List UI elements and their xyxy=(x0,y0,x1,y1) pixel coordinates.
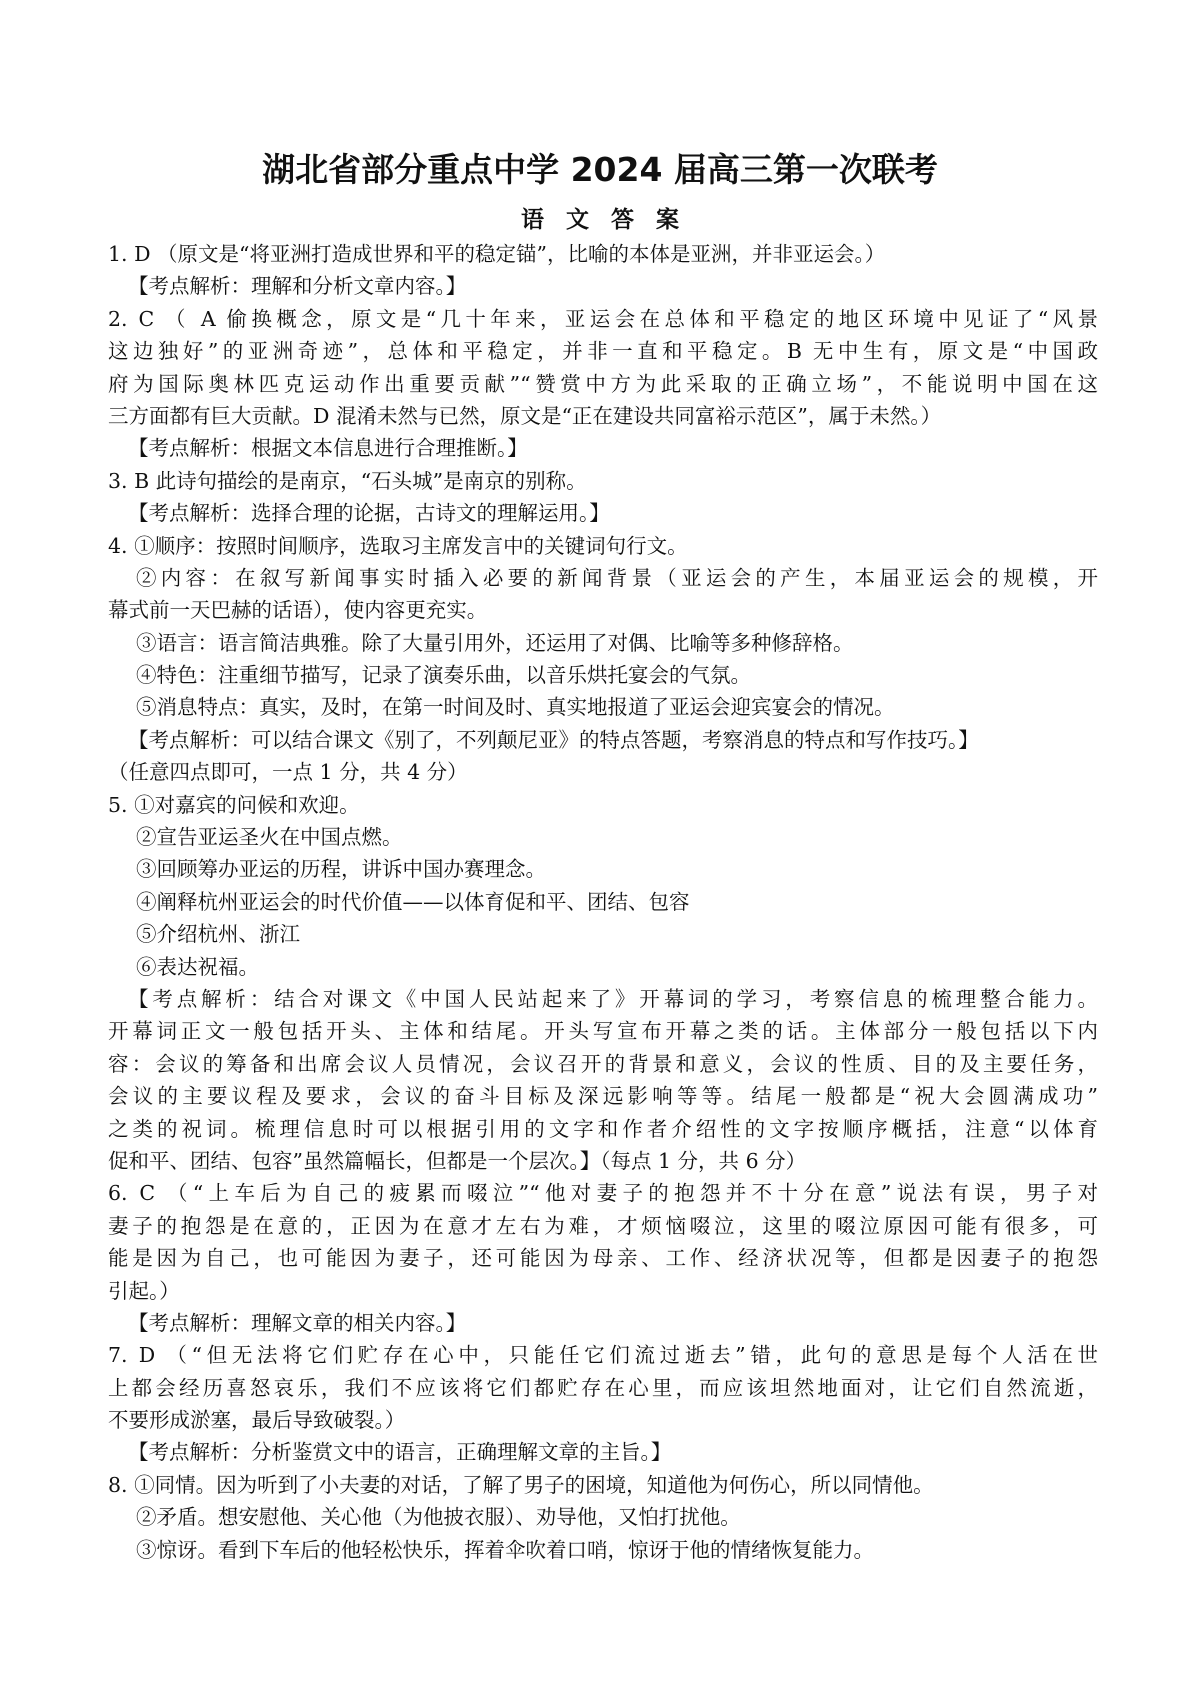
q2-answer-line: 府为国际奥林匹克运动作出重要贡献”“赞赏中方为此采取的正确立场”，不能说明中国在这 xyxy=(108,371,1098,396)
q4-point: ⑤消息特点：真实，及时，在第一时间及时、真实地报道了亚运会迎宾宴会的情况。 xyxy=(136,695,895,720)
q4-point: ③语言：语言简洁典雅。除了大量引用外，还运用了对偶、比喻等多种修辞格。 xyxy=(136,630,854,655)
q1-analysis: 【考点解析：理解和分析文章内容。】 xyxy=(128,274,467,299)
q6-answer-line: 6. C （“上车后为自己的疲累而啜泣”“他对妻子的抱怨并不十分在意”说法有误，男子对 xyxy=(108,1181,1098,1206)
q2-answer-line: 三方面都有巨大贡献。D 混淆未然与已然，原文是“正在建设共同富裕示范区”，属于未然。） xyxy=(108,403,942,428)
q4-point-continued: 幕式前一天巴赫的话语），使内容更充实。 xyxy=(108,598,488,623)
q5-analysis-line: 开幕词正文一般包括开头、主体和结尾。开头写宣布开幕之类的话。主体部分一般包括以下内 xyxy=(108,1019,1098,1044)
q5-point: ⑥表达祝福。 xyxy=(136,954,259,979)
q6-analysis: 【考点解析：理解文章的相关内容。】 xyxy=(128,1310,467,1335)
q5-point: ②宣告亚运圣火在中国点燃。 xyxy=(136,825,403,850)
q2-answer-line: 2. C （ A 偷换概念，原文是“几十年来，亚运会在总体和平稳定的地区环境中见证了“风景 xyxy=(108,306,1098,331)
q5-point: ⑤介绍杭州、浙江 xyxy=(136,922,300,947)
q6-answer-line: 妻子的抱怨是在意的，正因为在意才左右为难，才烦恼啜泣，这里的啜泣原因可能有很多，可 xyxy=(108,1213,1098,1238)
q4-analysis: 【考点解析：可以结合课文《别了，不列颠尼亚》的特点答题，考察消息的特点和写作技巧。】 xyxy=(128,727,979,752)
q5-analysis-line: 之类的祝词。梳理信息时可以根据引用的文字和作者介绍性的文字按顺序概括，注意“以体育 xyxy=(108,1116,1098,1141)
q5-analysis-line: 会议的主要议程及要求，会议的奋斗目标及深远影响等等。结尾一般都是“祝大会圆满成功” xyxy=(108,1084,1098,1109)
answer-content xyxy=(108,238,1098,1566)
q1-answer: 1. D （原文是“将亚洲打造成世界和平的稳定锚”，比喻的本体是亚洲，并非亚运会。） xyxy=(108,242,886,266)
q3-answer: 3. B 此诗句描绘的是南京，“石头城”是南京的别称。 xyxy=(108,468,587,493)
q8-point: 8. ①同情。因为听到了小夫妻的对话，了解了男子的困境，知道他为何伤心，所以同情他。 xyxy=(108,1472,934,1497)
q2-analysis: 【考点解析：根据文本信息进行合理推断。】 xyxy=(128,436,528,461)
q4-point: ④特色：注重细节描写，记录了演奏乐曲，以音乐烘托宴会的气氛。 xyxy=(136,663,751,688)
q7-answer-line: 不要形成淤塞，最后导致破裂。） xyxy=(108,1408,406,1433)
q7-analysis: 【考点解析：分析鉴赏文中的语言，正确理解文章的主旨。】 xyxy=(128,1440,672,1465)
q4-point: ②内容：在叙写新闻事实时插入必要的新闻背景（亚运会的产生，本届亚运会的规模，开 xyxy=(136,565,1098,590)
q4-point: 4. ①顺序：按照时间顺序，选取习主席发言中的关键词句行文。 xyxy=(108,533,688,558)
q5-analysis-line: 容：会议的筹备和出席会议人员情况，会议召开的背景和意义，会议的性质、目的及主要任务， xyxy=(108,1051,1098,1076)
document-subtitle: 语文答案 xyxy=(521,207,701,233)
q6-answer-line: 能是因为自己，也可能因为妻子，还可能因为母亲、工作、经济状况等，但都是因妻子的抱怨 xyxy=(108,1246,1098,1271)
q5-analysis-line: 【考点解析：结合对课文《中国人民站起来了》开幕词的学习，考察信息的梳理整合能力。 xyxy=(128,986,1098,1011)
q2-answer-line: 这边独好”的亚洲奇迹”，总体和平稳定，并非一直和平稳定。B 无中生有，原文是“中国政 xyxy=(108,339,1098,364)
q8-point: ③惊讶。看到下车后的他轻松快乐，挥着伞吹着口哨，惊讶于他的情绪恢复能力。 xyxy=(136,1537,874,1562)
q7-answer-line: 7. D （“但无法将它们贮存在心中，只能任它们流过逝去”错，此句的意思是每个人活在世 xyxy=(108,1343,1098,1368)
q4-score-note: （任意四点即可，一点 1 分，共 4 分） xyxy=(108,760,468,785)
q7-answer-line: 上都会经历喜怒哀乐，我们不应该将它们都贮存在心里，而应该坦然地面对，让它们自然流逝， xyxy=(108,1375,1098,1400)
q5-point: ④阐释杭州亚运会的时代价值——以体育促和平、团结、包容 xyxy=(136,889,690,914)
document-title: 湖北省部分重点中学 2024 届高三第一次联考 xyxy=(262,150,938,189)
q5-analysis-line: 促和平、团结、包容”虽然篇幅长，但都是一个层次。】（每点 1 分，共 6 分） xyxy=(108,1148,807,1173)
q5-point: ③回顾筹办亚运的历程，讲诉中国办赛理念。 xyxy=(136,857,546,882)
q5-point: 5. ①对嘉宾的问候和欢迎。 xyxy=(108,792,360,817)
q3-analysis: 【考点解析：选择合理的论据，古诗文的理解运用。】 xyxy=(128,501,610,526)
q6-answer-line: 引起。） xyxy=(108,1278,180,1303)
q8-point: ②矛盾。想安慰他、关心他（为他披衣服）、劝导他，又怕打扰他。 xyxy=(136,1505,741,1530)
